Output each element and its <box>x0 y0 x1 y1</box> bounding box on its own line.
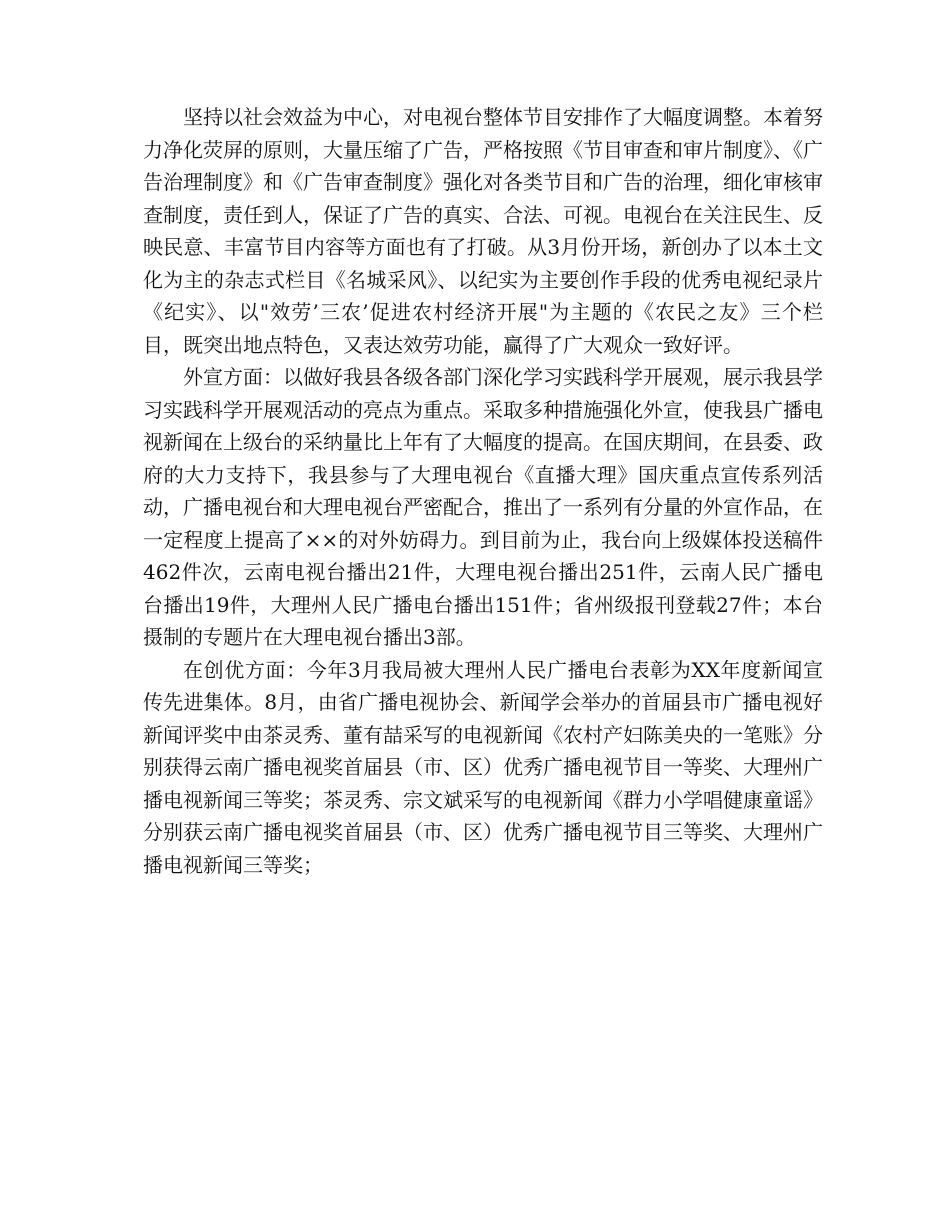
document-page <box>143 101 823 881</box>
paragraph-awards: 在创优方面：今年3月我局被大理州人民广播电台表彰为XX年度新闻宣传先进集体。8月，由省广播电视协会、新闻学会举办的首届县市广播电视好新闻评奖中由茶灵秀、董有喆采写的电视新闻《农村产妇陈美央的一笔账》分别获得云南广播电视奖首届县（市、区）优秀广播电视节目一等奖、大理州广播电视新闻三等奖；茶灵秀、宗文斌采写的电视新闻《群力小学唱健康童谣》分别获云南广播电视奖首届县（市、区）优秀广播电视节目三等奖、大理州广播电视新闻三等奖； <box>143 657 823 877</box>
paragraph-programming: 坚持以社会效益为中心，对电视台整体节目安排作了大幅度调整。本着努力净化荧屏的原则，大量压缩了广告，严格按照《节目审查和审片制度》、《广告治理制度》和《广告审查制度》强化对各类节目和广告的治理，细化审核审查制度，责任到人，保证了广告的真实、合法、可视。电视台在关注民生、反映民意、丰富节目内容等方面也有了打破。从3月份开场，新创办了以本土文化为主的杂志式栏目《名城采风》、以纪实为主要创作手段的优秀电视纪录片《纪实》、以"效劳’三农’促进农村经济开展"为主题的《农民之友》三个栏目，既突出地点特色，又表达效劳功能，赢得了广大观众一致好评。 <box>143 105 823 357</box>
paragraph-external-publicity: 外宣方面：以做好我县各级各部门深化学习实践科学开展观，展示我县学习实践科学开展观活动的亮点为重点。采取多种措施强化外宣，使我县广播电视新闻在上级台的采纳量比上年有了大幅度的提高。在国庆期间，在县委、政府的大力支持下，我县参与了大理电视台《直播大理》国庆重点宣传系列活动，广播电视台和大理电视台严密配合，推出了一系列有分量的外宣作品，在一定程度上提高了××的对外妨碍力。到目前为止，我台向上级媒体投送稿件462件次，云南电视台播出21件，大理电视台播出251件，云南人民广播电台播出19件，大理州人民广播电台播出151件；省州级报刊登载27件；本台摄制的专题片在大理电视台播出3部。 <box>143 365 823 649</box>
